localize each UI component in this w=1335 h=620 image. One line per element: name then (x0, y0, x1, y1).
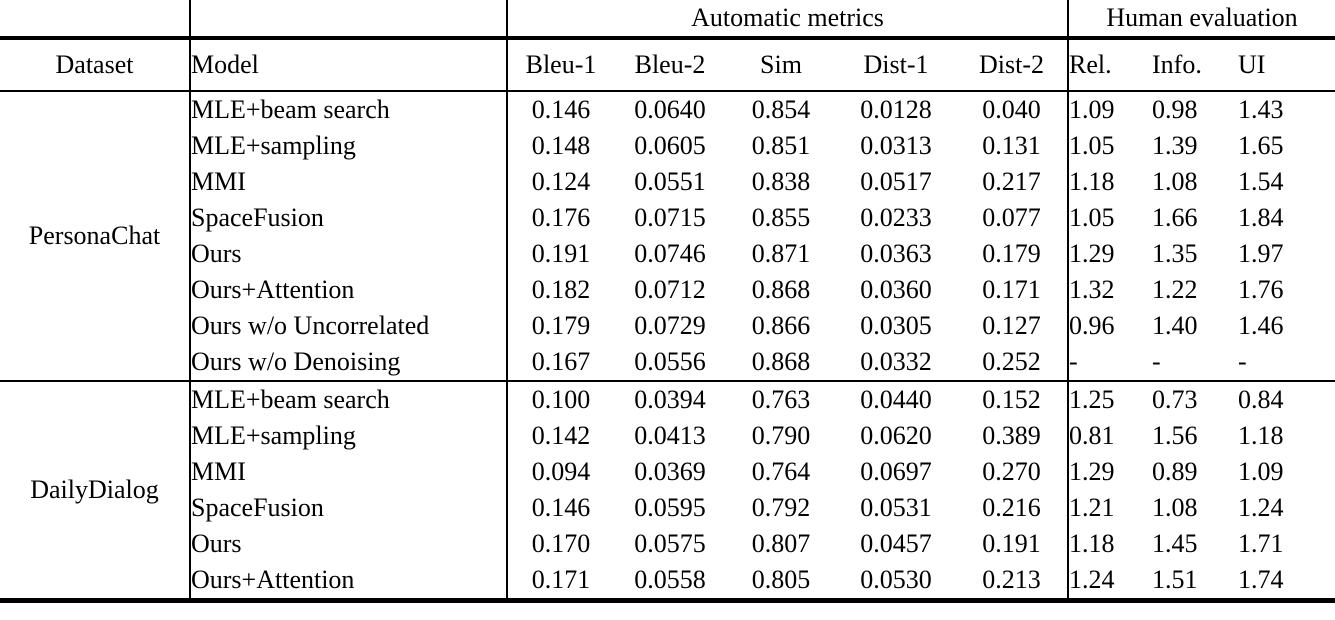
metric-value: 0.170 (531, 529, 591, 558)
metric-value: 0.152 (956, 381, 1068, 418)
model-name: Ours w/o Denoising (190, 344, 507, 381)
metric-value: 0.217 (956, 164, 1068, 200)
human-value: 1.09 (1069, 95, 1115, 124)
human-value: 1.65 (1238, 131, 1284, 160)
table-row (0, 164, 1335, 200)
metric-value: 0.094 (531, 457, 591, 486)
metric-value: 0.124 (531, 167, 591, 196)
model-name: MLE+beam search (190, 381, 507, 418)
human-value: 1.24 (1238, 493, 1284, 522)
human-value: 1.29 (1069, 239, 1115, 268)
metric-value: 0.0360 (860, 275, 932, 304)
metric-value: 0.0517 (860, 167, 932, 196)
metric-value: 0.763 (751, 385, 811, 414)
model-name: Ours (190, 236, 507, 272)
dataset-label: DailyDialog (0, 381, 190, 601)
human-value: 0.98 (1152, 95, 1198, 124)
metric-value: 0.0640 (634, 95, 706, 124)
metric-value: 0.179 (956, 236, 1068, 272)
col-header-bleu1: Bleu-1 (507, 38, 614, 91)
human-value: 0.89 (1152, 457, 1198, 486)
metric-value: 0.270 (956, 454, 1068, 490)
metric-value: 0.176 (531, 203, 591, 232)
metric-value: 0.182 (531, 275, 591, 304)
metric-value: 0.0128 (860, 95, 932, 124)
table-row (0, 418, 1335, 454)
table-row (0, 128, 1335, 164)
human-value: 1.74 (1238, 562, 1335, 601)
human-value: 1.43 (1238, 95, 1284, 124)
human-value: 1.97 (1238, 239, 1284, 268)
human-value: 1.18 (1069, 167, 1115, 196)
human-value: 1.56 (1152, 421, 1198, 450)
human-value: 1.24 (1068, 562, 1152, 601)
model-name: MLE+sampling (190, 418, 507, 454)
col-header-sim: Sim (726, 38, 836, 91)
human-value: 1.08 (1152, 167, 1198, 196)
metric-value: 0.855 (751, 203, 811, 232)
metric-value: 0.171 (507, 562, 614, 601)
human-value: 1.39 (1152, 131, 1198, 160)
metric-value: 0.216 (956, 490, 1068, 526)
group-header-empty-model (190, 0, 507, 38)
metric-value: 0.0413 (634, 421, 706, 450)
group-header-human-evaluation: Human evaluation (1068, 0, 1335, 38)
human-value: 1.45 (1152, 529, 1198, 558)
metric-value: 0.148 (531, 131, 591, 160)
human-value: 0.81 (1069, 421, 1115, 450)
col-header-bleu2: Bleu-2 (614, 38, 726, 91)
human-value: 1.05 (1069, 203, 1115, 232)
metric-value: 0.0558 (614, 562, 726, 601)
human-value: 1.76 (1238, 275, 1284, 304)
metric-value: 0.127 (956, 308, 1068, 344)
metric-value: 0.171 (956, 272, 1068, 308)
human-value: 0.96 (1069, 311, 1115, 340)
metric-value: 0.146 (531, 493, 591, 522)
human-value: - (1068, 344, 1152, 381)
human-value: 1.25 (1069, 385, 1115, 414)
metric-value: 0.0369 (634, 457, 706, 486)
metric-value: 0.0531 (860, 493, 932, 522)
table-row (0, 381, 1335, 418)
metric-value: 0.854 (751, 95, 811, 124)
metric-value: 0.191 (956, 526, 1068, 562)
group-header-automatic-metrics: Automatic metrics (507, 0, 1068, 38)
model-name: Ours+Attention (190, 272, 507, 308)
human-value: 1.18 (1238, 421, 1284, 450)
human-value: - (1152, 344, 1238, 381)
metric-value: 0.0233 (860, 203, 932, 232)
metric-value: 0.191 (531, 239, 591, 268)
table-row (0, 454, 1335, 490)
metric-value: 0.838 (751, 167, 811, 196)
column-header-row (0, 38, 1335, 91)
model-name: Ours w/o Uncorrelated (190, 308, 507, 344)
table-row (0, 308, 1335, 344)
metric-value: 0.142 (531, 421, 591, 450)
table-row (0, 91, 1335, 128)
metric-value: 0.790 (751, 421, 811, 450)
col-header-dist2: Dist-2 (956, 38, 1068, 91)
metric-value: 0.871 (751, 239, 811, 268)
model-name: MMI (190, 454, 507, 490)
human-value: 0.73 (1152, 385, 1198, 414)
metric-value: 0.0363 (860, 239, 932, 268)
human-value: 1.21 (1069, 493, 1115, 522)
group-header-row (0, 0, 1335, 38)
metric-value: 0.807 (751, 529, 811, 558)
metric-value: 0.851 (751, 131, 811, 160)
metric-value: 0.389 (956, 418, 1068, 454)
metric-value: 0.0605 (634, 131, 706, 160)
human-value: 1.40 (1152, 311, 1198, 340)
table-row (0, 490, 1335, 526)
metric-value: 0.866 (751, 311, 811, 340)
metric-value: 0.252 (956, 344, 1068, 381)
human-value: 1.18 (1069, 529, 1115, 558)
table-row (0, 344, 1335, 381)
metric-value: 0.0305 (860, 311, 932, 340)
model-name: MLE+beam search (190, 91, 507, 128)
table-row (0, 562, 1335, 601)
metric-value: 0.0575 (634, 529, 706, 558)
human-value: - (1238, 344, 1335, 381)
metric-value: 0.0440 (860, 385, 932, 414)
human-value: 1.51 (1152, 562, 1238, 601)
group-header-empty-dataset (0, 0, 190, 38)
metric-value: 0.0729 (634, 311, 706, 340)
table-row (0, 200, 1335, 236)
metric-value: 0.040 (956, 91, 1068, 128)
human-value: 1.08 (1152, 493, 1198, 522)
col-header-rel: Rel. (1068, 38, 1152, 91)
metric-value: 0.0620 (860, 421, 932, 450)
section-personachat (0, 91, 1335, 381)
col-header-dataset: Dataset (0, 38, 190, 91)
model-name: SpaceFusion (190, 490, 507, 526)
table-row (0, 236, 1335, 272)
human-value: 0.84 (1238, 385, 1284, 414)
metric-value: 0.179 (531, 311, 591, 340)
table-row (0, 272, 1335, 308)
metric-value: 0.0457 (860, 529, 932, 558)
human-value: 1.09 (1238, 457, 1284, 486)
metric-value: 0.0551 (634, 167, 706, 196)
human-value: 1.05 (1069, 131, 1115, 160)
human-value: 1.84 (1238, 203, 1284, 232)
human-value: 1.35 (1152, 239, 1198, 268)
col-header-model: Model (190, 38, 507, 91)
metric-value: 0.146 (531, 95, 591, 124)
metric-value: 0.792 (751, 493, 811, 522)
metric-value: 0.0332 (836, 344, 956, 381)
metric-value: 0.868 (726, 344, 836, 381)
model-name: MMI (190, 164, 507, 200)
human-value: 1.54 (1238, 167, 1284, 196)
human-value: 1.22 (1152, 275, 1198, 304)
metric-value: 0.0556 (614, 344, 726, 381)
metric-value: 0.100 (531, 385, 591, 414)
metric-value: 0.077 (956, 200, 1068, 236)
human-value: 1.46 (1238, 311, 1284, 340)
metric-value: 0.0530 (836, 562, 956, 601)
table-row (0, 526, 1335, 562)
human-value: 1.71 (1238, 529, 1284, 558)
col-header-dist1: Dist-1 (836, 38, 956, 91)
metric-value: 0.0394 (634, 385, 706, 414)
metric-value: 0.0697 (860, 457, 932, 486)
human-value: 1.32 (1069, 275, 1115, 304)
section-dailydialog (0, 381, 1335, 601)
model-name: SpaceFusion (190, 200, 507, 236)
human-value: 1.66 (1152, 203, 1198, 232)
model-name: Ours+Attention (190, 562, 507, 601)
human-value: 1.29 (1069, 457, 1115, 486)
metric-value: 0.764 (751, 457, 811, 486)
metric-value: 0.0313 (860, 131, 932, 160)
model-name: MLE+sampling (190, 128, 507, 164)
metric-value: 0.0712 (634, 275, 706, 304)
model-name: Ours (190, 526, 507, 562)
metric-value: 0.0746 (634, 239, 706, 268)
metric-value: 0.131 (956, 128, 1068, 164)
metric-value: 0.167 (507, 344, 614, 381)
metric-value: 0.213 (956, 562, 1068, 601)
metric-value: 0.0595 (634, 493, 706, 522)
metric-value: 0.868 (751, 275, 811, 304)
dataset-label: PersonaChat (0, 91, 190, 381)
metric-value: 0.0715 (634, 203, 706, 232)
col-header-info: Info. (1152, 38, 1238, 91)
col-header-ui: UI (1238, 38, 1335, 91)
metric-value: 0.805 (726, 562, 836, 601)
